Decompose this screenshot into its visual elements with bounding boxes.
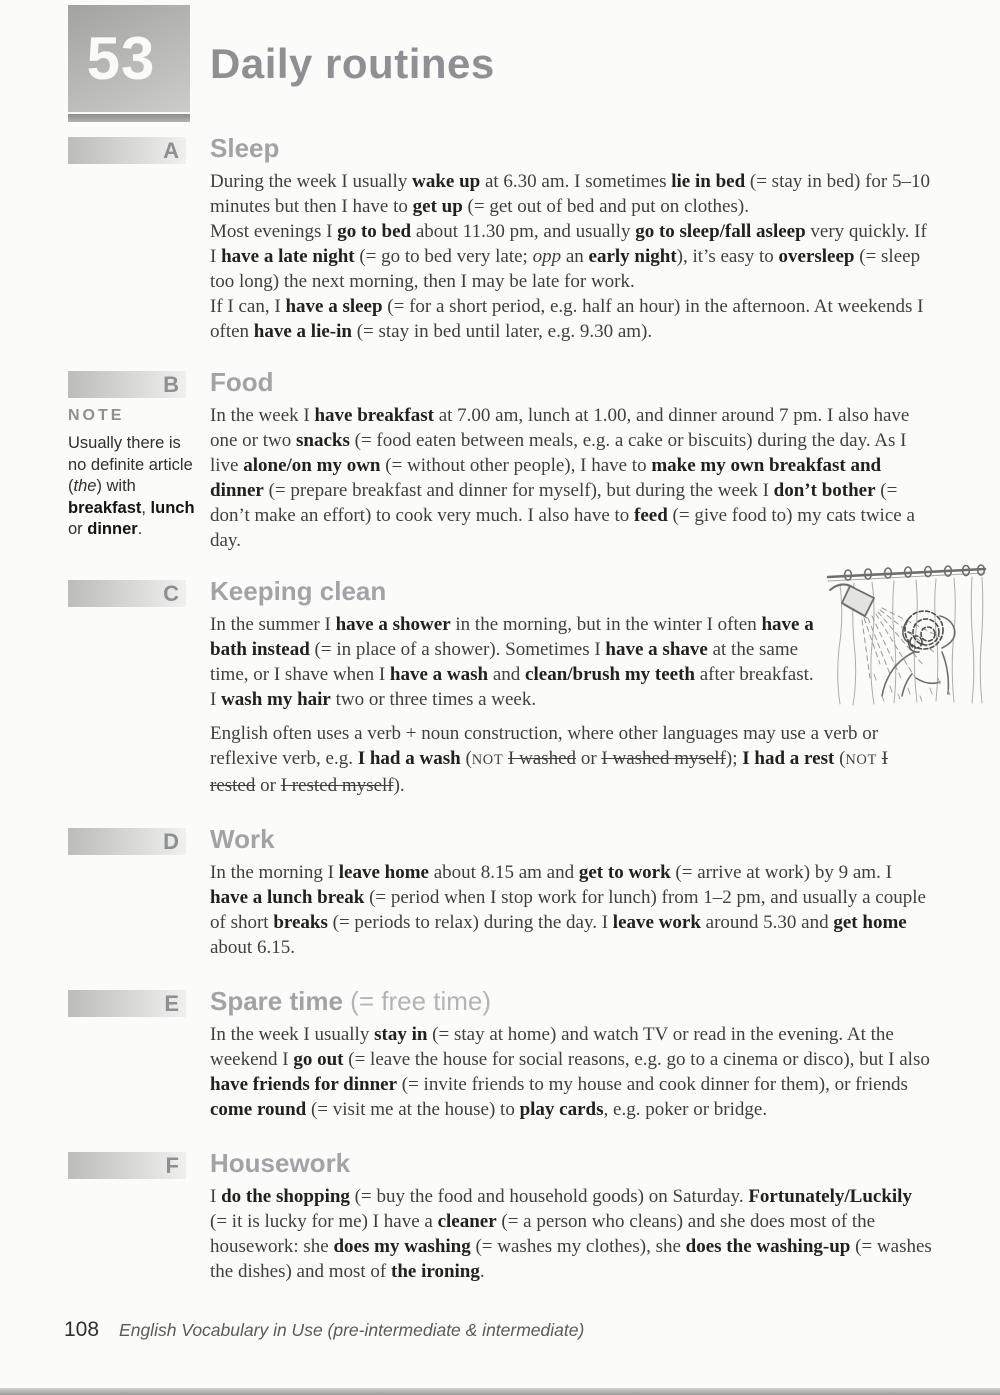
- text-run: (= in place of a shower). Sometimes I: [309, 639, 606, 660]
- text-run: I: [210, 1186, 222, 1207]
- section-a: [68, 135, 932, 344]
- section-bar: [68, 1152, 186, 1179]
- text-run: (= invite friends to my house and cook dinner for them), or friends: [397, 1074, 908, 1095]
- text-run: about 6.15.: [210, 937, 295, 958]
- text-run: Most evenings I: [210, 221, 338, 242]
- text-run: .: [479, 1261, 485, 1282]
- text-run: (= get out of bed and put on clothes).: [462, 196, 749, 217]
- section-bar: [68, 371, 186, 398]
- text-run: go out: [293, 1049, 344, 1070]
- section-letter: B: [163, 371, 179, 397]
- section-title: [210, 1150, 932, 1177]
- paragraph: [210, 1184, 932, 1284]
- note-text: [68, 433, 198, 541]
- text-run: I had a wash: [357, 748, 461, 769]
- section-c: [68, 578, 932, 798]
- text-run: (= stay in bed until later, e.g. 9.30 am).: [351, 321, 653, 342]
- text-run: the ironing: [391, 1261, 480, 1282]
- paragraph: [210, 612, 815, 712]
- text-run: wash my hair: [221, 689, 331, 710]
- text-run: (= without other people), I have to: [380, 455, 652, 476]
- section-f: [68, 1150, 932, 1284]
- text-run: stay in: [374, 1024, 428, 1045]
- page-bottom-edge: [0, 1388, 1000, 1395]
- text-run: early night: [588, 246, 677, 267]
- text-run: after breakfast. I: [210, 664, 814, 710]
- text-run: in the morning, but in the winter I often: [450, 614, 762, 635]
- text-run: alone/on my own: [243, 455, 381, 476]
- text-run: I rested: [210, 748, 888, 796]
- text-run: (= prepare breakfast and dinner for myself), but during the week I: [263, 480, 774, 501]
- text-run: ).: [393, 775, 405, 796]
- text-run: make my own breakfast and dinner: [210, 455, 882, 501]
- paragraph: [210, 169, 932, 219]
- text-run: oversleep: [778, 246, 855, 267]
- text-run: have a lunch break: [210, 887, 365, 908]
- text-run: In the week I: [210, 405, 315, 426]
- text-run: about 8.15 am and: [429, 862, 579, 883]
- text-run: about 11.30 pm, and usually: [411, 221, 636, 242]
- section-letter: D: [163, 828, 179, 854]
- page-number: 108: [64, 1318, 100, 1341]
- text-run: ), it’s easy to: [676, 246, 779, 267]
- section-letter: A: [163, 137, 179, 163]
- text-run: (: [834, 748, 846, 769]
- text-run: ,: [141, 498, 151, 517]
- text-run: cleaner: [437, 1211, 497, 1232]
- text-run: does my washing: [333, 1236, 471, 1257]
- text-run: have a lie-in: [253, 321, 352, 342]
- text-run: , e.g. poker or bridge.: [603, 1099, 768, 1120]
- sections: [68, 135, 932, 1284]
- section-title-text: Work: [210, 824, 275, 854]
- text-run: around 5.30 and: [700, 912, 834, 933]
- text-run: (= sleep too long) the next morning, then I may be late for work.: [210, 246, 921, 292]
- text-run: (= periods to relax) during the day. I: [327, 912, 613, 933]
- text-run: (= arrive at work) by 9 am. I: [670, 862, 892, 883]
- text-run: play cards: [519, 1099, 604, 1120]
- text-run: or: [255, 775, 281, 796]
- footer: [64, 1318, 584, 1342]
- text-run: do the shopping: [221, 1186, 350, 1207]
- text-run: (= a person who cleans) and she does most of the housework: she: [210, 1211, 876, 1257]
- text-run: lunch: [150, 498, 195, 517]
- text-run: (= for a short period, e.g. half an hour) in the afternoon. At weekends I often: [210, 296, 924, 342]
- text-run: ) with: [96, 477, 136, 495]
- section-d: [68, 826, 932, 960]
- text-run: have a shower: [335, 614, 451, 635]
- unit-header: [0, 0, 1000, 122]
- section-letter: C: [163, 580, 179, 606]
- text-run: );: [725, 748, 743, 769]
- text-run: get to work: [578, 862, 671, 883]
- text-run: (= it is lucky for me) I have a: [210, 1211, 438, 1232]
- text-run: feed: [634, 505, 668, 526]
- text-run: have a shave: [605, 639, 708, 660]
- text-run: two or three times a week.: [330, 689, 537, 710]
- text-run: (= washes my clothes), she: [470, 1236, 686, 1257]
- margin-note: [68, 407, 198, 541]
- text-run: leave work: [612, 912, 701, 933]
- paragraph: [210, 403, 932, 553]
- text-run: have breakfast: [314, 405, 434, 426]
- text-run: (= go to bed very late;: [354, 246, 533, 267]
- text-run: have a sleep: [285, 296, 383, 317]
- note-label: NOTE: [68, 407, 125, 424]
- text-run: go to bed: [337, 221, 412, 242]
- page-title: Daily routines: [210, 40, 495, 87]
- section-title-text: Spare time: [210, 986, 343, 1016]
- text-run: In the morning I: [210, 862, 339, 883]
- text-run: or: [68, 520, 88, 538]
- paragraph: [210, 294, 932, 344]
- text-run: (: [460, 748, 472, 769]
- text-run: very quickly. If I: [210, 221, 927, 267]
- text-run: (= give food to) my cats twice a day.: [210, 505, 915, 551]
- text-run: snacks: [296, 430, 350, 451]
- paragraph: [210, 721, 932, 798]
- text-run: don’t bother: [773, 480, 876, 501]
- text-run: (= visit me at the house) to: [306, 1099, 520, 1120]
- text-run: I washed myself: [601, 748, 726, 769]
- unit-number-box: [68, 5, 190, 112]
- paragraph: [210, 1022, 932, 1122]
- text-run: NOT: [845, 752, 877, 768]
- text-run: opp: [532, 246, 562, 267]
- text-run: at 6.30 am. I sometimes: [480, 171, 672, 192]
- text-run: NOT: [471, 752, 504, 768]
- text-run: (= stay at home) and watch TV or read in the evening. At the weekend I: [210, 1024, 894, 1070]
- text-run: wake up: [412, 171, 481, 192]
- section-title: [210, 826, 932, 853]
- paragraph: [210, 860, 932, 960]
- text-run: come round: [210, 1099, 307, 1120]
- section-title: [210, 135, 932, 162]
- section-letter: F: [165, 1152, 179, 1178]
- text-run: at the same time, or I shave when I: [210, 639, 799, 685]
- section-title: [210, 369, 932, 396]
- text-run: lie in bed: [671, 171, 746, 192]
- text-run: English often uses a verb + noun construction, where other languages may use a verb or reflexive verb, e.g.: [210, 723, 879, 769]
- text-run: (= washes the dishes) and most of: [210, 1236, 932, 1282]
- text-run: have a bath instead: [210, 614, 814, 660]
- section-e: [68, 988, 932, 1122]
- text-run: dinner: [87, 520, 138, 538]
- text-run: (= period when I stop work for lunch) from 1–2 pm, and usually a couple of short: [210, 887, 926, 933]
- paragraph: [210, 219, 932, 294]
- text-run: have a wash: [389, 664, 489, 685]
- text-run: have friends for dinner: [210, 1074, 398, 1095]
- unit-underbar: [68, 114, 190, 122]
- text-run: Fortunately/Luckily: [748, 1186, 912, 1207]
- section-title: [210, 988, 932, 1015]
- text-run: I rested myself: [280, 775, 394, 796]
- text-run: .: [137, 520, 143, 538]
- section-title-text: Housework: [210, 1148, 351, 1178]
- text-run: Usually there is no definite article (: [68, 434, 193, 495]
- text-run: breaks: [273, 912, 328, 933]
- shower-illustration: [824, 556, 990, 708]
- text-run: I had a rest: [742, 748, 835, 769]
- text-run: get home: [833, 912, 907, 933]
- text-run: clean/brush my teeth: [525, 664, 695, 685]
- section-title-text: Food: [210, 367, 274, 397]
- text-run: If I can, I: [210, 296, 286, 317]
- text-run: does the washing-up: [685, 1236, 851, 1257]
- text-run: or: [576, 748, 602, 769]
- text-run: go to sleep/fall asleep: [635, 221, 806, 242]
- text-run: leave home: [338, 862, 429, 883]
- text-run: get up: [412, 196, 463, 217]
- text-run: and: [488, 664, 526, 685]
- section-bar: [68, 580, 186, 607]
- text-run: (= stay in bed) for 5–10 minutes but then I have to: [210, 171, 930, 217]
- text-run: (= leave the house for social reasons, e.g. go to a cinema or disco), but I also: [343, 1049, 930, 1070]
- section-title-text: Sleep: [210, 133, 280, 163]
- text-run: the: [73, 477, 97, 495]
- book-title: English Vocabulary in Use (pre-intermediate & intermediate): [119, 1320, 585, 1340]
- section-title-text: Keeping clean: [210, 576, 387, 606]
- text-run: (= buy the food and household goods) on Saturday.: [349, 1186, 749, 1207]
- section-title-suffix: (= free time): [342, 986, 492, 1016]
- text-run: breakfast: [68, 498, 142, 517]
- text-run: (= food eaten between meals, e.g. a cake or biscuits) during the day. As I live: [210, 430, 907, 476]
- section-bar: [68, 990, 186, 1017]
- unit-number: 53: [86, 25, 156, 92]
- text-run: at 7.00 am, lunch at 1.00, and dinner around 7 pm. I also have one or two: [210, 405, 910, 451]
- text-run: have a late night: [221, 246, 355, 267]
- section-bar: [68, 137, 186, 164]
- text-run: (= don’t make an effort) to cook very much. I also have to: [210, 480, 898, 526]
- text-run: In the week I usually: [210, 1024, 375, 1045]
- text-run: During the week I usually: [210, 171, 413, 192]
- text-run: I washed: [508, 748, 577, 769]
- text-run: an: [561, 246, 589, 267]
- section-letter: E: [164, 990, 179, 1016]
- text-run: In the summer I: [210, 614, 336, 635]
- section-b: [68, 369, 932, 553]
- section-bar: [68, 828, 186, 855]
